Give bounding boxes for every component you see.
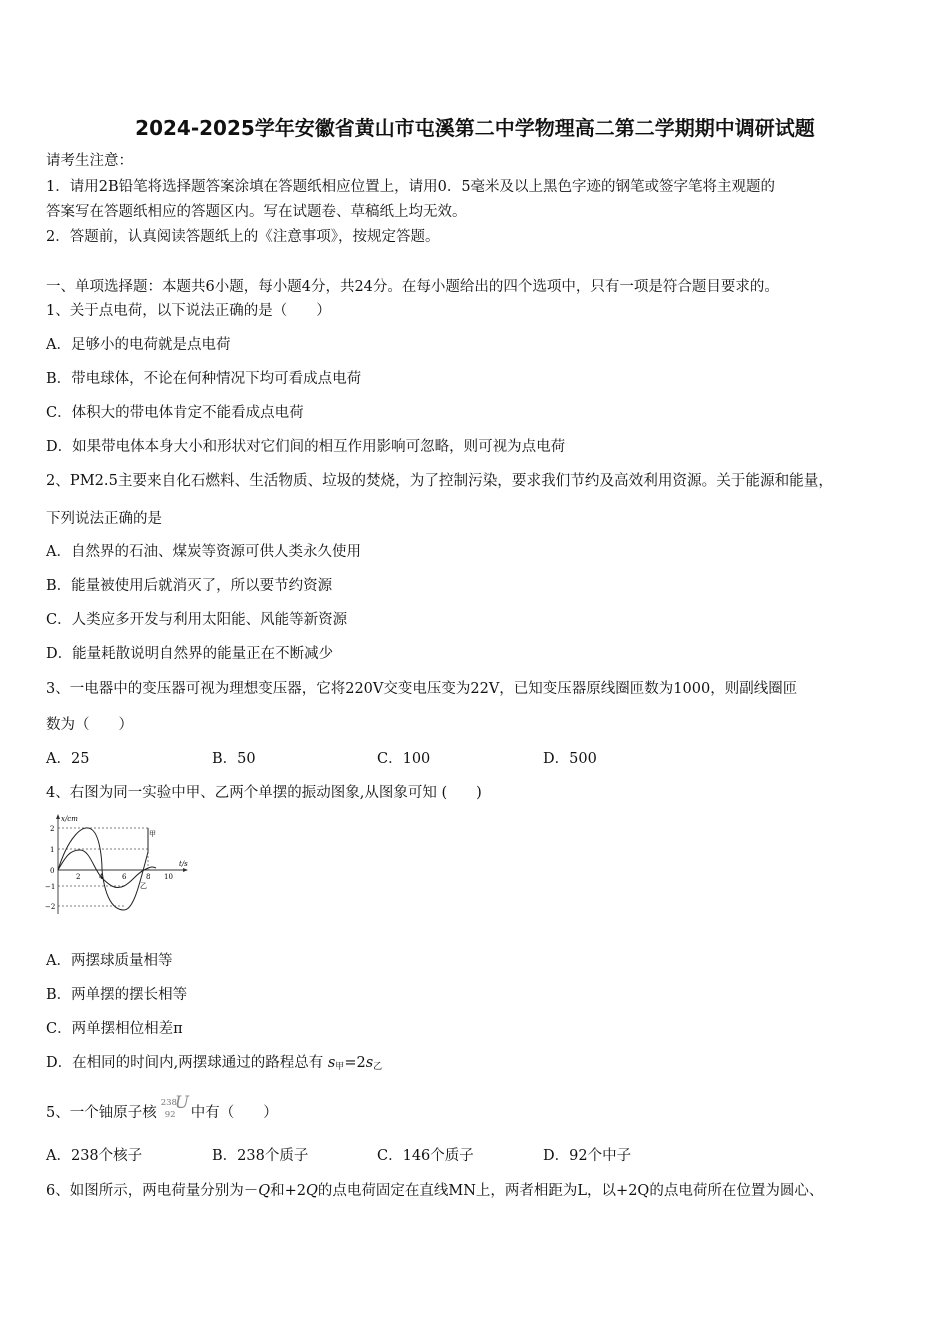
q3-stem-a: 3、一电器中的变压器可视为理想变压器，它将220V交变电压变为22V，已知变压器原线圈匝数为1000，则副线圈匝 xyxy=(46,681,798,697)
q2-option-d: D．能量耗散说明自然界的能量正在不断减少 xyxy=(46,646,334,662)
q2-stem-a: 2、PM2.5主要来自化石燃料、生活物质、垃圾的焚烧，为了控制污染，要求我们节约及高效利用资源。关于能源和能量， xyxy=(46,472,833,489)
q2-option-b: B．能量被使用后就消灭了，所以要节约资源 xyxy=(46,578,333,594)
notice-line-1a: 1．请用2B铅笔将选择题答案涂填在答题纸相应位置上，请用0．5毫米及以上黑色字迹的钢笔或签字笔将主观题的 xyxy=(46,179,776,195)
section-heading: 一、单项选择题：本题共6小题，每小题4分，共24分。在每小题给出的四个选项中，只有一项是符合题目要求的。 xyxy=(46,279,779,295)
q4-option-d xyxy=(46,1053,382,1077)
y-axis-arrow xyxy=(56,814,60,819)
q6-charge-2: Q xyxy=(306,1183,318,1199)
q4-option-d-sub2: 乙 xyxy=(373,1062,383,1072)
y-tick-label: −1 xyxy=(45,883,56,891)
q3-option-b: B．50 xyxy=(212,751,256,767)
x-tick-label: 2 xyxy=(76,873,81,881)
q6-charge-1: Q xyxy=(258,1183,271,1199)
q6-stem xyxy=(46,1181,823,1201)
q5-stem-prefix: 5、一个铀原子核 xyxy=(46,1105,157,1121)
q3-option-d: D．500 xyxy=(543,751,597,767)
q4-option-d-s2: s xyxy=(365,1055,374,1071)
exam-title: 2024-2025学年安徽省黄山市屯溪第二中学物理高二第二学期期中调研试题 xyxy=(135,116,815,140)
q1-option-d: D．如果带电体本身大小和形状对它们间的相互作用影响可忽略，则可视为点电荷 xyxy=(46,439,566,455)
q2-option-a: A．自然界的石油、煤炭等资源可供人类永久使用 xyxy=(46,544,361,560)
q1-option-b: B．带电球体，不论在何种情况下均可看成点电荷 xyxy=(46,371,362,387)
x-tick-label: 10 xyxy=(164,873,173,881)
curve-jia xyxy=(58,828,151,910)
q5-option-b: B．238个质子 xyxy=(212,1148,309,1164)
x-tick-label: 8 xyxy=(146,873,151,881)
atomic-number: 92 xyxy=(164,1110,176,1120)
q4-option-d-text: D．在相同的时间内,两摆球通过的路程总有 xyxy=(46,1055,324,1071)
y-tick-label: 0 xyxy=(50,867,55,875)
q2-option-c: C．人类应多开发与利用太阳能、风能等新资源 xyxy=(46,612,348,628)
x-tick-label: 4 xyxy=(99,873,104,881)
q5-option-d: D．92个中子 xyxy=(543,1148,632,1164)
q6-stem-c: 的点电荷固定在直线MN上，两者相距为L，以+2Q的点电荷所在位置为圆心、 xyxy=(317,1183,824,1199)
q3-stem-b: 数为（ ） xyxy=(46,717,133,733)
q5-option-c: C．146个质子 xyxy=(377,1148,474,1164)
q6-stem-b: 和+2 xyxy=(270,1183,306,1199)
q3-option-c: C．100 xyxy=(377,751,431,767)
q4-option-c: C．两单摆相位相差π xyxy=(46,1021,183,1037)
q4-option-d-eq: =2 xyxy=(344,1055,366,1071)
uranium-isotope xyxy=(157,1093,191,1123)
q1-stem: 1、关于点电荷，以下说法正确的是（ ） xyxy=(46,303,331,319)
q6-stem-a: 6、如图所示，两电荷量分别为－ xyxy=(46,1183,259,1199)
q3-option-a: A．25 xyxy=(46,751,90,767)
notice-heading: 请考生注意： xyxy=(46,153,133,169)
mass-number: 238 xyxy=(160,1098,177,1108)
oscillation-graph xyxy=(44,812,204,916)
y-tick-label: 2 xyxy=(50,825,55,833)
y-tick-label: −2 xyxy=(45,903,56,911)
notice-line-2: 2．答题前，认真阅读答题纸上的《注意事项》，按规定答题。 xyxy=(46,229,440,245)
x-axis-arrow xyxy=(183,868,188,872)
q4-option-d-s1: s xyxy=(327,1055,336,1071)
x-axis-label: t/s xyxy=(179,860,188,868)
q4-option-b: B．两单摆的摆长相等 xyxy=(46,987,188,1003)
element-symbol: U xyxy=(174,1093,190,1113)
x-tick-label: 6 xyxy=(122,873,127,881)
y-axis-label: x/cm xyxy=(61,815,78,823)
q1-option-a: A．足够小的电荷就是点电荷 xyxy=(46,337,231,353)
q1-option-c: C．体积大的带电体肯定不能看成点电荷 xyxy=(46,405,304,421)
q5-stem xyxy=(46,1093,278,1123)
q5-stem-suffix: 中有（ ） xyxy=(190,1105,278,1121)
notice-line-1b: 答案写在答题纸相应的答题区内。写在试题卷、草稿纸上均无效。 xyxy=(46,204,467,220)
q4-stem: 4、右图为同一实验中甲、乙两个单摆的振动图象,从图象可知 ( ) xyxy=(46,785,482,801)
y-tick-label: 1 xyxy=(50,846,55,854)
curve-label-yi: 乙 xyxy=(140,882,147,890)
q4-option-a: A．两摆球质量相等 xyxy=(46,953,173,969)
curve-label-jia: 甲 xyxy=(149,830,156,838)
q5-option-a: A．238个核子 xyxy=(46,1148,143,1164)
q4-option-d-sub1: 甲 xyxy=(335,1062,345,1072)
q2-stem-b: 下列说法正确的是 xyxy=(46,511,162,527)
